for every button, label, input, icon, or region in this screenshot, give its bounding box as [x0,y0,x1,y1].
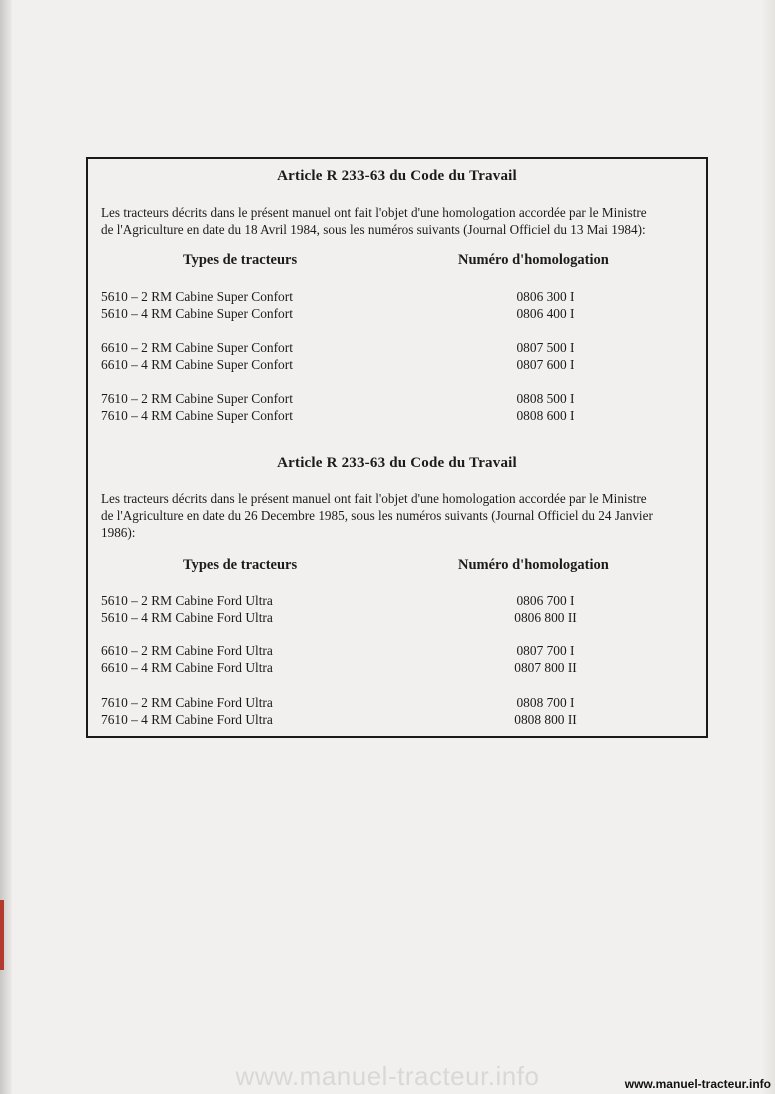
table-row [88,306,706,323]
homologation-box [86,157,708,738]
column-header-numero: Numéro d'homologation [458,557,609,573]
table-row [88,712,706,729]
page-edge-mark [0,900,4,970]
intro-paragraph [101,204,698,238]
table-row [88,593,706,610]
column-header-types: Types de tracteurs [183,252,298,268]
tractor-type: 5610 – 2 RM Cabine Super Confort [101,289,293,304]
table-row [88,643,706,660]
tractor-type: 6610 – 4 RM Cabine Ford Ultra [101,660,273,675]
homologation-number: 0808 600 I [516,408,575,423]
homologation-number: 0807 800 II [514,660,577,675]
intro-line: Les tracteurs décrits dans le présent manuel ont fait l'objet d'une homologation accordée par le Ministre [101,491,647,506]
table-row [88,610,706,627]
table-row [88,289,706,306]
page-edge-left [0,0,12,1094]
intro-line: de l'Agriculture en date du 26 Decembre 1985, sous les numéros suivants (Journal Officiel du 24 Janvier [101,508,653,523]
page-edge-right [761,0,775,1094]
table-row [88,391,706,408]
homologation-number: 0808 500 I [516,391,575,406]
section-title: Article R 233-63 du Code du Travail [277,455,517,471]
table-row [88,695,706,712]
homologation-number: 0807 600 I [516,357,575,372]
tractor-type: 5610 – 2 RM Cabine Ford Ultra [101,593,273,608]
table-row [88,340,706,357]
tractor-type: 7610 – 4 RM Cabine Super Confort [101,408,293,423]
intro-line: de l'Agriculture en date du 18 Avril 1984, sous les numéros suivants (Journal Officiel du 13 Mai 1984): [101,222,646,237]
intro-line: 1986): [101,525,136,540]
table-row [88,408,706,425]
intro-paragraph [101,490,698,541]
watermark-corner-link[interactable]: www.manuel-tracteur.info [624,1077,771,1091]
column-header-numero: Numéro d'homologation [458,252,609,268]
homologation-number: 0807 700 I [516,643,575,658]
tractor-type: 5610 – 4 RM Cabine Super Confort [101,306,293,321]
homologation-number: 0806 700 I [516,593,575,608]
tractor-type: 5610 – 4 RM Cabine Ford Ultra [101,610,273,625]
watermark-center: www.manuel-tracteur.info [235,1061,540,1091]
homologation-number: 0808 700 I [516,695,575,710]
tractor-type: 6610 – 4 RM Cabine Super Confort [101,357,293,372]
table-row [88,660,706,677]
homologation-number: 0806 400 I [516,306,575,321]
column-header-types: Types de tracteurs [183,557,298,573]
tractor-type: 7610 – 4 RM Cabine Ford Ultra [101,712,273,727]
tractor-type: 7610 – 2 RM Cabine Ford Ultra [101,695,273,710]
homologation-number: 0807 500 I [516,340,575,355]
homologation-number: 0808 800 II [514,712,577,727]
intro-line: Les tracteurs décrits dans le présent manuel ont fait l'objet d'une homologation accordée par le Ministre [101,205,647,220]
homologation-number: 0806 800 II [514,610,577,625]
tractor-type: 6610 – 2 RM Cabine Ford Ultra [101,643,273,658]
tractor-type: 6610 – 2 RM Cabine Super Confort [101,340,293,355]
tractor-type: 7610 – 2 RM Cabine Super Confort [101,391,293,406]
homologation-number: 0806 300 I [516,289,575,304]
section-title: Article R 233-63 du Code du Travail [277,168,517,184]
table-row [88,357,706,374]
